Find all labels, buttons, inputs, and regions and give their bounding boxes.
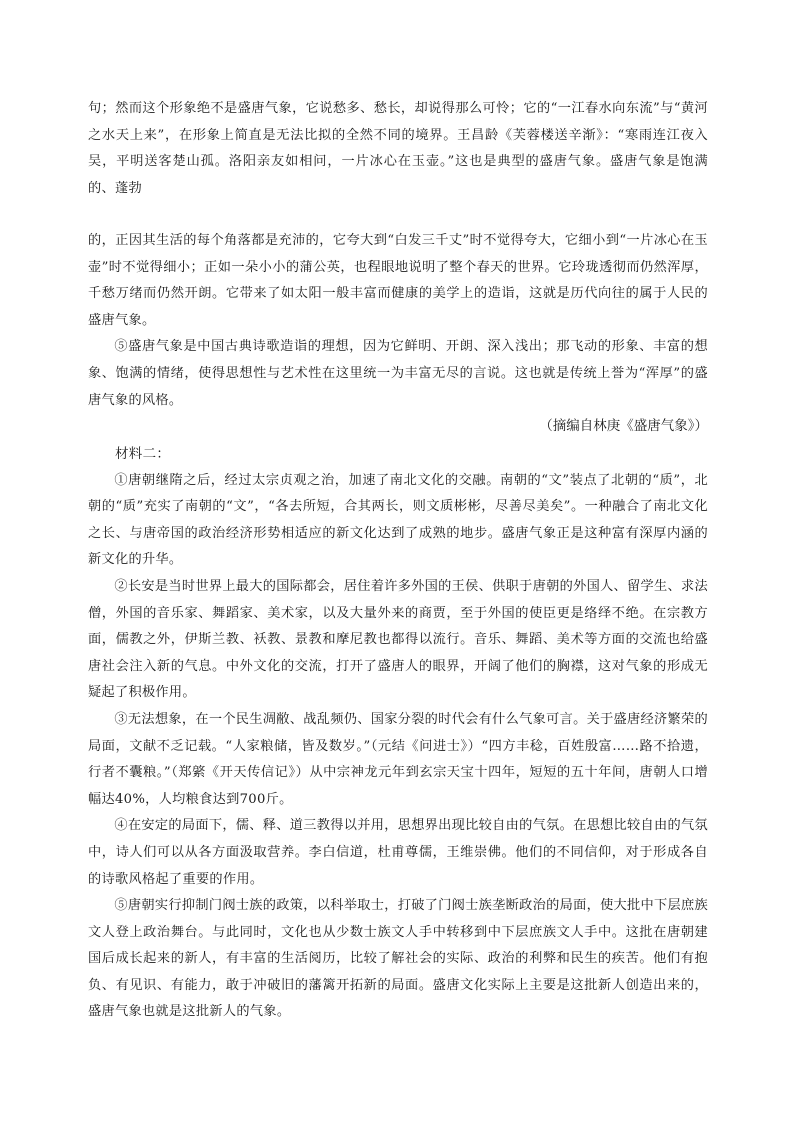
m2-paragraph-3: ③无法想象，在一个民生凋敝、战乱频仍、国家分裂的时代会有什么气象可言。关于盛唐经济繁荣的局面，文献不乏记载。“人家粮储，皆及数岁。”（元结《问进士》）“四方丰稔，百姓殷富……路不拾遗，行者不囊粮。”（郑綮《开天传信记》）从中宗神龙元年到玄宗天宝十四年，短短的五十年间，唐朝人口增幅达40%，人均粮食达到700斤。 xyxy=(88,711,708,807)
paragraph-5: ⑤盛唐气象是中国古典诗歌造诣的理想，因为它鲜明、开朗、深入浅出；那飞动的形象、丰富的想象、饱满的情绪，使得思想性与艺术性在这里统一为丰富无尽的言说。这也就是传统上誉为“浑厚”的盛唐气象的风格。 xyxy=(88,339,708,408)
material1-block xyxy=(88,228,708,414)
m2-paragraph-4: ④在安定的局面下，儒、释、道三教得以并用，思想界出现比较自由的气氛。在思想比较自由的气氛中，诗人们可以从各方面汲取营养。李白信道，杜甫尊儒，王维崇佛。他们的不同信仰，对于形成各自的诗歌风格起了重要的作用。 xyxy=(88,818,708,887)
section-heading: 材料二： xyxy=(115,446,171,462)
m2-paragraph-2: ②长安是当时世界上最大的国际都会，居住着许多外国的王侯、供职于唐朝的外国人、留学生、求法僧，外国的音乐家、舞蹈家、美术家，以及大量外来的商贾，至于外国的使臣更是络绎不绝。在宗教方面，儒教之外，伊斯兰教、袄教、景教和摩尼教也都得以流行。音乐、舞蹈、美术等方面的交流也给盛唐社会注入新的气息。中外文化的交流，打开了盛唐人的眼界，开阔了他们的胸襟，这对气象的形成无疑起了积极作用。 xyxy=(88,578,708,701)
m2-paragraph-5: ⑤唐朝实行抑制门阀士族的政策，以科举取士，打破了门阀士族垄断政治的局面，使大批中下层庶族文人登上政治舞台。与此同时，文化也从少数士族文人手中转移到中下层庶族文人手中。这批在唐朝建国后成长起来的新人，有丰富的生活阅历，比较了解社会的实际、政治的利弊和民生的疾苦。他们有抱负、有见识、有能力，敢于冲破旧的藩篱开拓新的局面。盛唐文化实际上主要是这批新人创造出来的，盛唐气象也就是这批新人的气象。 xyxy=(88,898,708,1020)
m2-paragraph-1: ①唐朝继隋之后，经过太宗贞观之治，加速了南北文化的交融。南朝的“文”装点了北朝的“质”，北朝的“质”充实了南朝的“文”，“各去所短，合其两长，则文质彬彬，尽善尽美矣”。一种融合了南北文化之长、与唐帝国的政治经济形势相适应的新文化达到了成熟的地步。盛唐气象正是这种富有深厚内涵的新文化的升华。 xyxy=(88,472,708,568)
material2-block xyxy=(88,441,708,1026)
paragraph-continued-2: 的，正因其生活的每个角落都是充沛的，它夸大到“白发三千丈”时不觉得夸大，它细小到“一片冰心在玉壶”时不觉得细小；正如一朵小小的蒲公英，也程眼地说明了整个春天的世界。它玲珑透彻而仍然浑厚，千愁万绪而仍然开朗。它带来了如太阳一般丰富而健康的美学上的造诣，这就是历代向往的属于人民的盛唐气象。 xyxy=(88,233,708,328)
paragraph-continued: 句；然而这个形象绝不是盛唐气象，它说愁多、愁长，却说得那么可怜；它的“一江春水向东流”与“黄河之水天上来”，在形象上简直是无法比拟的全然不同的境界。王昌龄《芙蓉楼送辛渐》：“寒雨连江夜入吴，平明送客楚山孤。洛阳亲友如相问，一片冰心在玉壶。”这也是典型的盛唐气象。盛唐气象是饱满的、蓬勃 xyxy=(88,101,708,196)
material1-continuation xyxy=(88,96,708,202)
source-citation: （摘编自林庚《盛唐气象》） xyxy=(539,418,708,434)
